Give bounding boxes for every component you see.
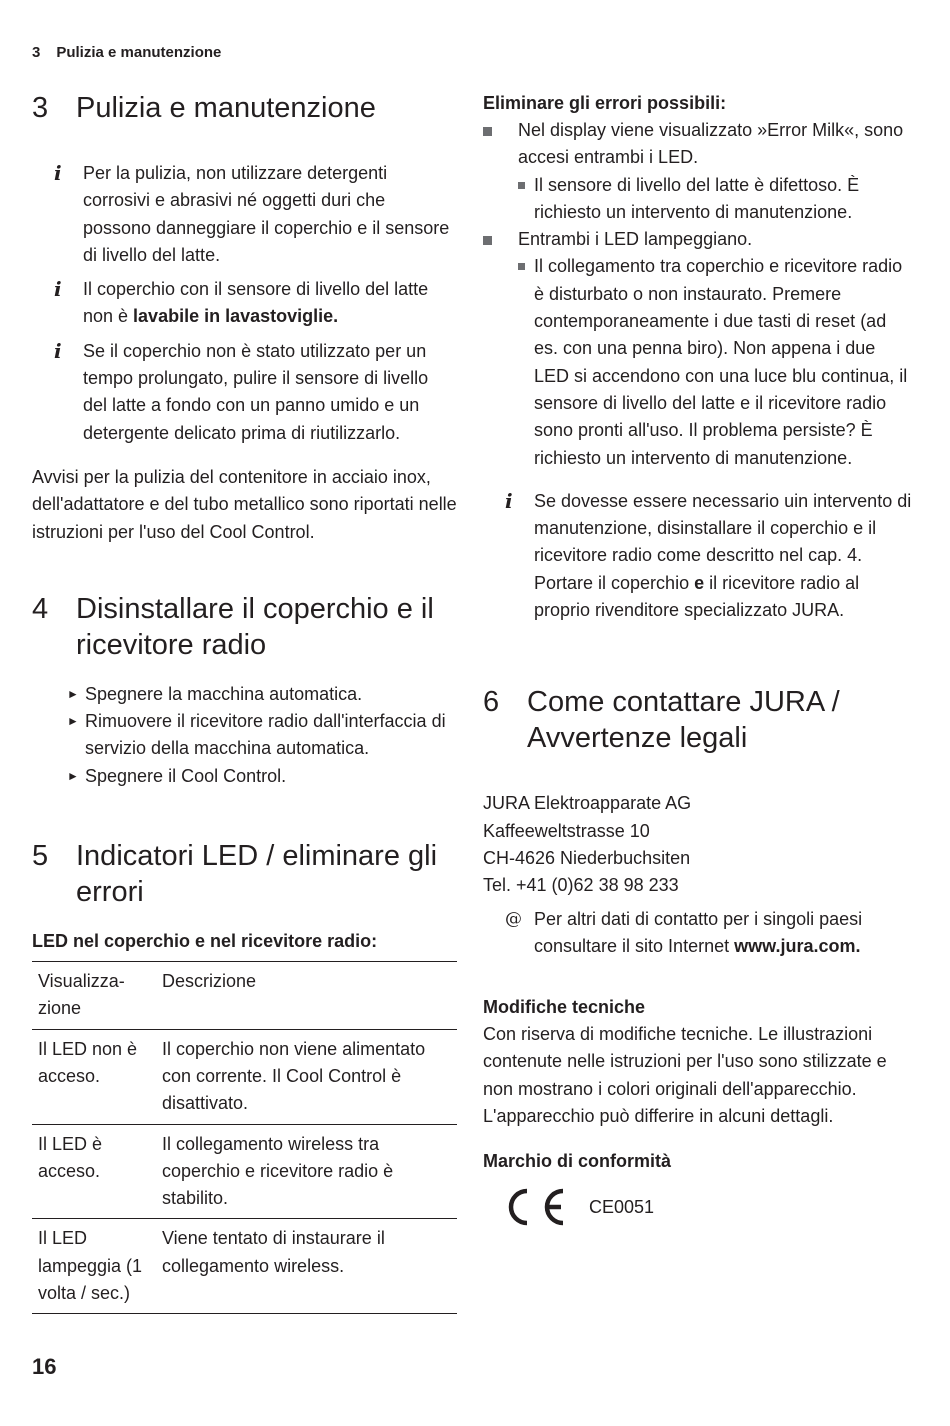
section-title: Come contattare JURA / Avvertenze legali bbox=[527, 686, 840, 755]
info-note bbox=[32, 160, 457, 269]
section-number: 5 bbox=[32, 840, 49, 873]
table-cell: Il collegamento wireless tra coperchio e ricevitore radio è stabilito. bbox=[162, 1133, 394, 1209]
section-4-heading bbox=[32, 591, 457, 663]
fix-text: Il sensore di livello del latte è difettoso. È richiesto un intervento di manutenzione. bbox=[534, 174, 860, 222]
page-number: 16 bbox=[32, 1354, 57, 1379]
section-number: 3 bbox=[32, 92, 49, 124]
address-block bbox=[483, 790, 913, 899]
info-note bbox=[32, 276, 457, 331]
note-text bbox=[83, 276, 457, 331]
step-text: Spegnere la macchina automatica. bbox=[85, 683, 363, 704]
note-text-plain: Il coperchio con il sensore di livello del latte non è bbox=[83, 279, 429, 327]
note-text-plain: il ricevitore radio al proprio rivenditore specializzato JURA. bbox=[534, 572, 860, 621]
address-line: Kaffeeweltstrasse 10 bbox=[483, 820, 650, 841]
running-header-number: 3 bbox=[32, 44, 41, 61]
conformity-title: Marchio di conformità bbox=[483, 1151, 672, 1172]
table-header-row bbox=[32, 962, 457, 1030]
fix-text: Il collegamento tra coperchio e ricevitore radio è disturbato o non instaurato. Premere contemporaneamente i due tasti di reset (ad es. con una penna biro). Non appena i due LED si accendono con una luce blu continua, il sensore di livello del latte e il ricevitore radio sono pronti all'uso. Il problema persiste? È richiesto un intervento di manutenzione. bbox=[534, 256, 908, 468]
step-text: Spegnere il Cool Control. bbox=[85, 765, 287, 786]
note-text: Per la pulizia, non utilizzare detergenti corrosivi e abrasivi né oggetti duri che possono danneggiare il coperchio e il sensore di livello del latte. bbox=[83, 163, 450, 265]
info-note bbox=[32, 338, 457, 447]
step-item bbox=[32, 763, 457, 790]
note-text-bold: e bbox=[694, 572, 705, 593]
section-title: Disinstallare il coperchio e il ricevitore radio bbox=[76, 592, 434, 661]
note-text-plain: Per altri dati di contatto per i singoli paesi consultare il sito Internet bbox=[534, 908, 863, 956]
section-number: 4 bbox=[32, 592, 49, 625]
left-column bbox=[32, 90, 457, 1314]
led-table-title: LED nel coperchio e nel ricevitore radio: bbox=[32, 931, 378, 952]
info-icon: i bbox=[54, 338, 62, 363]
info-icon: i bbox=[54, 161, 62, 185]
address-line: CH-4626 Niederbuchsiten bbox=[483, 847, 691, 868]
website-link[interactable]: www.jura.com. bbox=[734, 935, 861, 956]
note-text: Se il coperchio non è stato utilizzato per un tempo prolungato, pulire il sensore di livello del latte a fondo con un panno umido e un detergente delicato prima di riutilizzarlo. bbox=[83, 340, 429, 443]
table-row bbox=[32, 1219, 457, 1314]
section-title: Indicatori LED / eliminare gli errori bbox=[76, 840, 438, 909]
section-title: Pulizia e manutenzione bbox=[76, 92, 376, 124]
error-text: Entrambi i LED lampeggiano. bbox=[518, 229, 753, 250]
table-cell: Il LED non è acceso. bbox=[38, 1038, 138, 1086]
step-text: Rimuovere il ricevitore radio dall'interfaccia di servizio della macchina automatica. bbox=[85, 711, 446, 759]
section-3-heading bbox=[32, 90, 457, 126]
cleaning-paragraph: Avvisi per la pulizia del contenitore in acciaio inox, dell'adattatore e del tubo metallico sono riportati nelle istruzioni per l'uso del Cool Control. bbox=[32, 466, 457, 542]
square-bullet-icon bbox=[483, 226, 518, 253]
note-text-plain: Se dovesse essere necessario uin intervento di manutenzione, disinstallare il coperchio e il ricevitore radio come descritto nel cap. 4. Portare il coperchio bbox=[534, 490, 912, 593]
small-square-icon bbox=[518, 253, 534, 471]
address-line: JURA Elektroapparate AG bbox=[483, 793, 692, 814]
note-text bbox=[534, 488, 913, 624]
table-cell: Il LED è acceso. bbox=[38, 1133, 103, 1181]
modifications-text: Con riserva di modifiche tecniche. Le illustrazioni contenute nelle istruzioni per l'uso sono stilizzate e non mostrano i colori originali dell'apparecchio. L'apparecchio può differire in alcuni dettagli. bbox=[483, 1024, 887, 1127]
errors-title: Eliminare gli errori possibili: bbox=[483, 93, 727, 113]
ce-code: CE0051 bbox=[589, 1196, 655, 1217]
table-cell: Viene tentato di instaurare il collegamento wireless. bbox=[162, 1228, 385, 1276]
running-header bbox=[32, 44, 221, 61]
running-header-title: Pulizia e manutenzione bbox=[56, 44, 222, 61]
arrow-icon: ► bbox=[67, 714, 79, 729]
arrow-icon: ► bbox=[67, 686, 79, 701]
table-row bbox=[32, 1124, 457, 1219]
info-icon: i bbox=[505, 488, 513, 513]
step-item bbox=[32, 708, 457, 763]
table-row bbox=[32, 1029, 457, 1124]
at-icon: @ bbox=[505, 908, 522, 929]
info-icon: i bbox=[54, 277, 62, 302]
led-table bbox=[32, 961, 457, 1314]
ce-logo-icon bbox=[501, 1185, 567, 1229]
service-note bbox=[483, 488, 913, 624]
error-text: Nel display viene visualizzato »Error Milk«, sono accesi entrambi i LED. bbox=[518, 120, 904, 168]
table-header-cell: Visualizza-zione bbox=[38, 971, 125, 1019]
ce-mark-row bbox=[483, 1185, 913, 1229]
address-line: Tel. +41 (0)62 38 98 233 bbox=[483, 875, 679, 896]
error-item bbox=[483, 117, 913, 172]
modifications-title: Modifiche tecniche bbox=[483, 997, 646, 1018]
section-6-heading bbox=[483, 684, 913, 756]
error-fix bbox=[483, 253, 913, 471]
error-item bbox=[483, 226, 913, 253]
table-cell: Il LED lampeggia (1 volta / sec.) bbox=[38, 1228, 143, 1304]
step-item bbox=[32, 681, 457, 708]
arrow-icon: ► bbox=[67, 768, 79, 783]
right-column bbox=[483, 90, 913, 1229]
table-cell: Il coperchio non viene alimentato con corrente. Il Cool Control è disattivato. bbox=[162, 1038, 426, 1114]
note-text-bold: lavabile in lavastoviglie. bbox=[133, 306, 339, 327]
small-square-icon bbox=[518, 172, 534, 227]
table-header-cell: Descrizione bbox=[162, 971, 257, 992]
steps-list bbox=[32, 681, 457, 790]
info-notes bbox=[32, 160, 457, 447]
section-number: 6 bbox=[483, 686, 500, 719]
note-text bbox=[534, 906, 913, 961]
contact-note bbox=[483, 906, 913, 961]
square-bullet-icon bbox=[483, 117, 518, 172]
section-5-heading bbox=[32, 838, 457, 910]
error-fix bbox=[483, 172, 913, 227]
